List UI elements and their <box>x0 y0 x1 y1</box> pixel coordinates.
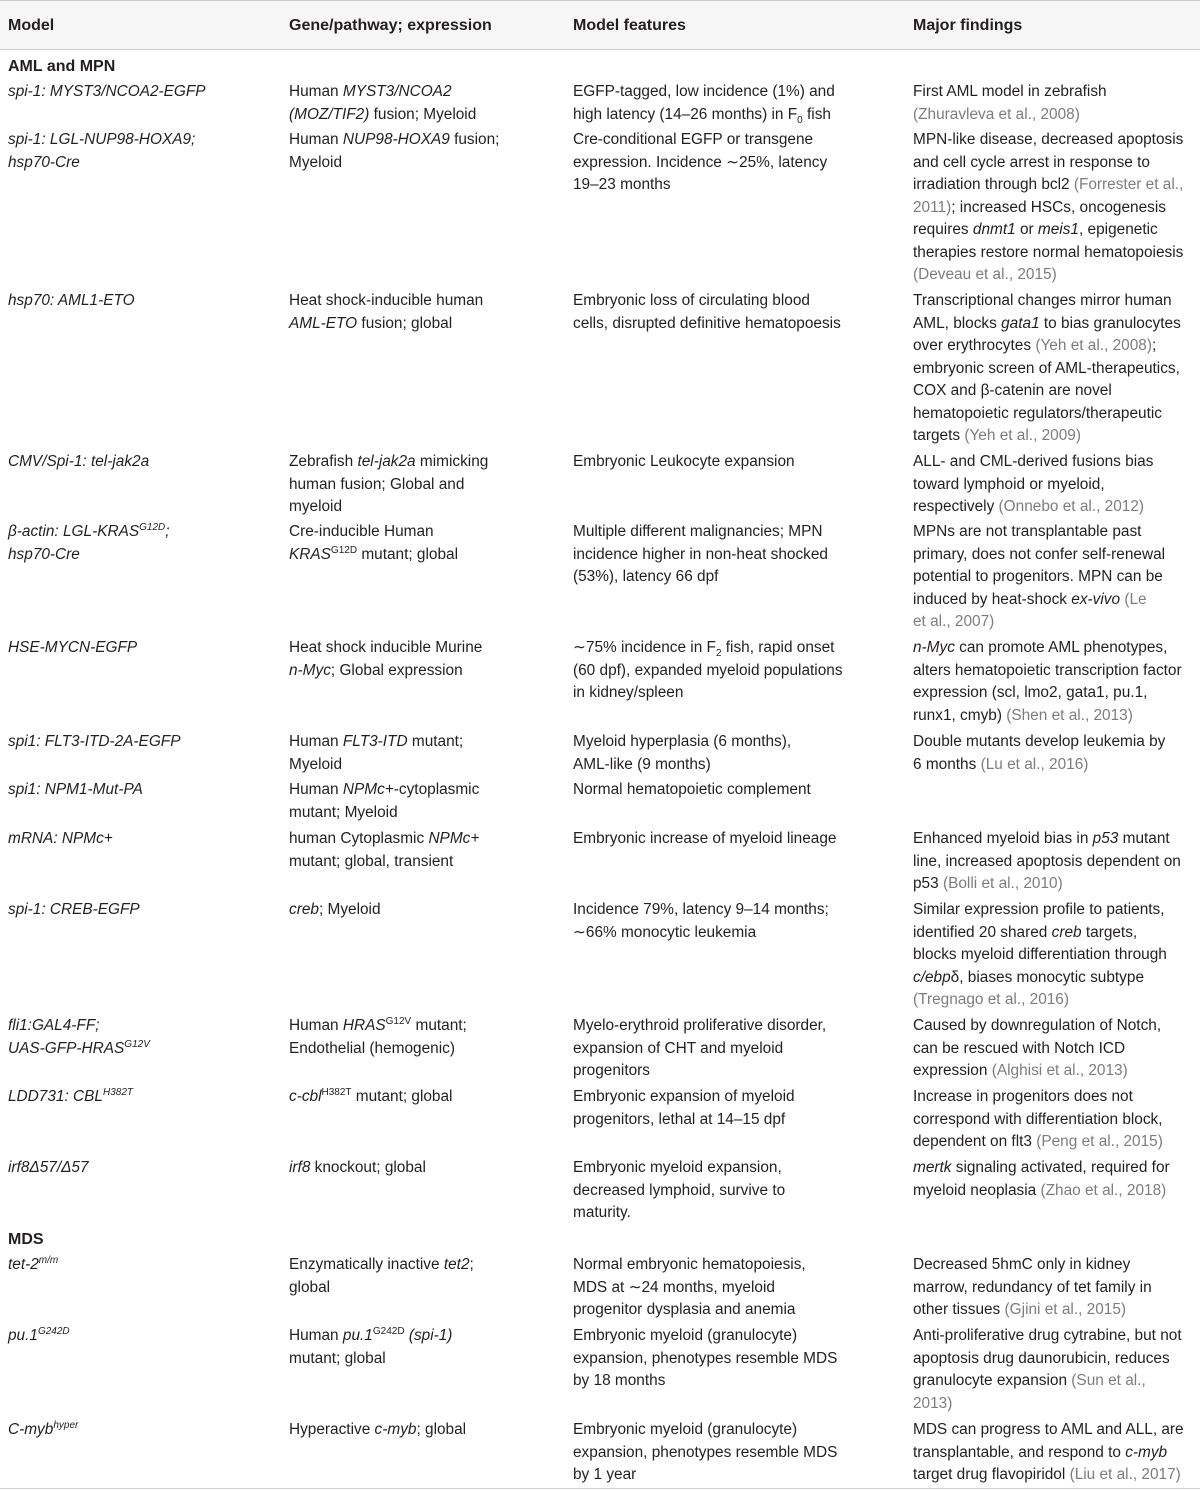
cell-features: Embryonic myeloid expansion, decreased lymphoid, survive to maturity. <box>573 1159 786 1221</box>
cell-gene: Enzymatically inactive tet2; global <box>289 1256 474 1296</box>
cell-gene: human Cytoplasmic NPMc+ mutant; global, transient <box>289 830 480 870</box>
cell-findings: Caused by downregulation of Notch, can be rescued with Notch ICD expression (Alghisi et al., 2013) <box>913 1017 1162 1079</box>
cell-findings: First AML model in zebrafish (Zhuravleva et al., 2008) <box>913 83 1107 123</box>
cell-gene: irf8 knockout; global <box>289 1159 426 1176</box>
cell-findings: Decreased 5hmC only in kidney marrow, redundancy of tet family in other tissues (Gjini et al., 2015) <box>913 1256 1152 1318</box>
cell-model: spi-1: CREB-EGFP <box>8 901 140 918</box>
table-header <box>0 0 1200 50</box>
cell-gene: Heat shock-inducible human AML-ETO fusion; global <box>289 292 484 332</box>
cell-gene: Human NPMc+-cytoplasmic mutant; Myeloid <box>289 781 480 821</box>
cell-gene: creb; Myeloid <box>289 901 381 918</box>
cell-findings: MDS can progress to AML and ALL, are transplantable, and respond to c-myb target drug flavopiridol (Liu et al., 2017) <box>913 1421 1184 1483</box>
cell-model: spi-1: MYST3/NCOA2-EGFP <box>8 83 206 100</box>
cell-features: Embryonic loss of circulating blood cells, disrupted definitive hematopoesis <box>573 292 841 332</box>
cell-findings: MPNs are not transplantable past primary, does not confer self-renewal potential to progenitors. MPN can be induced by heat-shock ex-vivo (Le et al., 2007) <box>913 523 1166 630</box>
cell-findings: Double mutants develop leukemia by 6 months (Lu et al., 2016) <box>913 733 1166 773</box>
cell-model: C-myb$^{hyper}$ <box>8 1419 79 1438</box>
cell-model: tet-$2^{m/m}$ <box>8 1254 59 1273</box>
cell-features: Embryonic increase of myeloid lineage <box>573 830 837 847</box>
section-heading-mds: MDS <box>8 1231 44 1248</box>
cell-features: Embryonic expansion of myeloid progenitors, lethal at 14–15 dpf <box>573 1088 795 1128</box>
cell-model: irf8Δ57/Δ57 <box>8 1159 89 1176</box>
cell-gene: c-cbl$^{H382T}$ mutant; global <box>289 1086 453 1105</box>
cell-findings: Similar expression profile to patients, identified 20 shared creb targets, blocks myeloid differentiation through c/ebpδ, biases monocytic subtype (Tregnago et al., 2016) <box>913 901 1167 1008</box>
cell-gene: Cre-inducible Human $KRAS^{G12D}$ mutant; global <box>289 523 459 563</box>
section-heading-aml: AML and MPN <box>8 58 116 75</box>
cell-model: $pu.1^{G242D}$ <box>8 1325 70 1344</box>
cell-features: Myeloid hyperplasia (6 months), AML-like (9 months) <box>573 733 792 773</box>
header-gene: Gene/pathway; expression <box>289 17 492 34</box>
cell-findings: MPN-like disease, decreased apoptosis and cell cycle arrest in response to irradiation through bcl2 (Forrester et al., 2011); increased HSCs, oncogenesis requires dnmt1 or meis1, epigenetic therapies restore normal hematopoiesis (Deveau et al., 2015) <box>913 131 1184 283</box>
cell-findings: Enhanced myeloid bias in p53 mutant line, increased apoptosis dependent on p53 (Bolli et al., 2010) <box>913 830 1181 892</box>
cell-gene: Zebrafish tel-jak2a mimicking human fusion; Global and myeloid <box>289 453 489 515</box>
cell-model: HSE-MYCN-EGFP <box>8 639 138 656</box>
header-findings: Major findings <box>913 17 1023 34</box>
cell-model: spi1: NPM1-Mut-PA <box>8 781 143 798</box>
cell-gene: Hyperactive c-myb; global <box>289 1421 467 1438</box>
cell-model: spi-1: LGL-NUP98-HOXA9; hsp70-Cre <box>8 131 196 171</box>
cell-findings: Transcriptional changes mirror human AML, blocks gata1 to bias granulocytes over erythrocytes (Yeh et al., 2008); embryonic screen of AML-therapeutics, COX and β-catenin are novel hematopoietic regulators/therapeutic targets (Yeh et al., 2009) <box>913 292 1181 444</box>
cell-gene: Heat shock inducible Murine n-Myc; Global expression <box>289 639 483 679</box>
cell-features: ∼75% incidence in $F_2$ fish, rapid onset (60 dpf), expanded myeloid populations in kidney/spleen <box>573 639 843 701</box>
cell-gene: Human $HRAS^{G12V}$ mutant; Endothelial (hemogenic) <box>289 1015 467 1057</box>
cell-model: LDD731: $CBL^{H382T}$ <box>8 1086 133 1105</box>
cell-gene: Human FLT3-ITD mutant; Myeloid <box>289 733 464 773</box>
table-bottom-rule <box>0 1488 1200 1489</box>
cell-features: Multiple different malignancies; MPN incidence higher in non-heat shocked (53%), latency 66 dpf <box>573 523 828 585</box>
cell-model: β-actin: LGL-$KRAS^{G12D}$; hsp70-Cre <box>8 521 170 563</box>
cell-features: Incidence 79%, latency 9–14 months; ∼66% monocytic leukemia <box>573 901 829 941</box>
cell-features: Normal hematopoietic complement <box>573 781 811 798</box>
cell-gene: Human MYST3/NCOA2 (MOZ/TIF2) fusion; Myeloid <box>289 83 477 123</box>
cell-features: Cre-conditional EGFP or transgene expression. Incidence ∼25%, latency 19–23 months <box>573 131 828 193</box>
cell-features: Normal embryonic hematopoiesis, MDS at ∼24 months, myeloid progenitor dysplasia and anemia <box>573 1256 806 1318</box>
cell-model: fli1:GAL4-FF; UAS-$GFP-HRAS^{G12V}$ <box>8 1017 150 1057</box>
cell-findings: mertk signaling activated, required for myeloid neoplasia (Zhao et al., 2018) <box>913 1159 1170 1199</box>
cell-gene: Human NUP98-HOXA9 fusion; Myeloid <box>289 131 500 171</box>
cell-features: Embryonic myeloid (granulocyte) expansion, phenotypes resemble MDS by 18 months <box>573 1327 838 1389</box>
cell-findings: Anti-proliferative drug cytrabine, but not apoptosis drug daunorubicin, reduces granulocyte expansion (Sun et al., 2013) <box>913 1327 1182 1412</box>
cell-model: hsp70: AML1-ETO <box>8 292 135 309</box>
cell-findings: n-Myc can promote AML phenotypes, alters hematopoietic transcription factor expression (scl, lmo2, gata1, pu.1, runx1, cmyb) (Shen et al., 2013) <box>913 639 1182 724</box>
cell-findings: Increase in progenitors does not correspond with differentiation block, dependent on flt3 (Peng et al., 2015) <box>913 1088 1163 1150</box>
cell-model: CMV/Spi-1: tel-jak2a <box>8 453 150 470</box>
cell-features: EGFP-tagged, low incidence (1%) and high latency (14–26 months) in $F_0$ fish <box>573 83 835 126</box>
cell-features: Myelo-erythroid proliferative disorder, expansion of CHT and myeloid progenitors <box>573 1017 827 1079</box>
cell-gene: Human $pu.1^{G242D}$ (spi-1) mutant; global <box>289 1325 453 1367</box>
cell-model: mRNA: NPMc+ <box>8 830 113 847</box>
cell-model: spi1: FLT3-ITD-2A-EGFP <box>8 733 181 750</box>
cell-findings: ALL- and CML-derived fusions bias toward lymphoid or myeloid, respectively (Onnebo et al., 2012) <box>913 453 1154 515</box>
header-features: Model features <box>573 17 686 34</box>
header-model: Model <box>8 17 55 34</box>
cell-features: Embryonic Leukocyte expansion <box>573 453 795 470</box>
cell-features: Embryonic myeloid (granulocyte) expansion, phenotypes resemble MDS by 1 year <box>573 1421 838 1483</box>
